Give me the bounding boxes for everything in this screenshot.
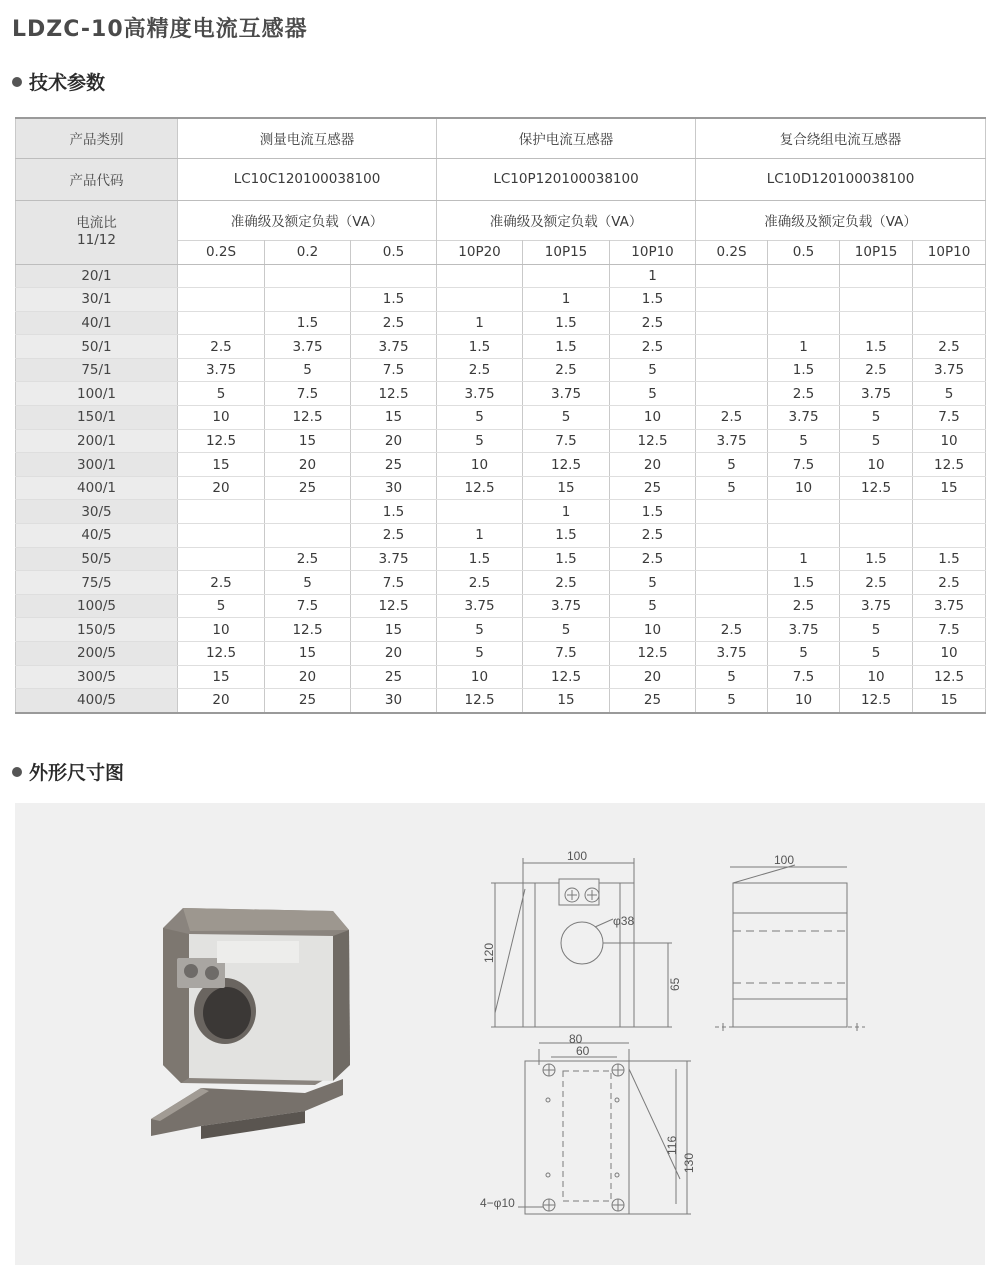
- load-value-cell: 7.5: [768, 665, 840, 689]
- load-value-cell: [178, 500, 265, 524]
- product-code: LC10D120100038100: [696, 158, 986, 200]
- load-value-cell: 5: [696, 476, 768, 500]
- load-value-cell: 10: [913, 642, 986, 666]
- load-value-cell: [696, 571, 768, 595]
- load-value-cell: 5: [696, 453, 768, 477]
- load-value-cell: 1.5: [610, 288, 696, 312]
- load-value-cell: 3.75: [523, 594, 610, 618]
- load-value-cell: 7.5: [523, 429, 610, 453]
- load-value-cell: 5: [437, 406, 523, 430]
- load-value-cell: [178, 264, 265, 288]
- load-value-cell: [178, 524, 265, 548]
- load-value-cell: 5: [840, 642, 913, 666]
- load-value-cell: 12.5: [265, 406, 351, 430]
- load-value-cell: 5: [437, 642, 523, 666]
- load-value-cell: [178, 288, 265, 312]
- load-value-cell: 2.5: [610, 311, 696, 335]
- load-value-cell: 20: [178, 476, 265, 500]
- ratio-header: [16, 200, 178, 264]
- row-header: 产品类别: [16, 118, 178, 158]
- table-row: [16, 524, 986, 548]
- load-value-cell: 12.5: [523, 453, 610, 477]
- load-value-cell: [696, 264, 768, 288]
- load-value-cell: 20: [265, 453, 351, 477]
- table-row: [16, 311, 986, 335]
- load-value-cell: 2.5: [913, 335, 986, 359]
- load-value-cell: 10: [437, 453, 523, 477]
- load-value-cell: 2.5: [437, 571, 523, 595]
- load-value-cell: [696, 500, 768, 524]
- load-value-cell: 5: [523, 618, 610, 642]
- dimension-label: 100: [567, 849, 588, 863]
- table-row: [16, 382, 986, 406]
- load-value-cell: 12.5: [351, 382, 437, 406]
- load-value-cell: 1.5: [437, 335, 523, 359]
- code-row: [16, 158, 986, 200]
- load-value-cell: 1.5: [351, 288, 437, 312]
- load-value-cell: 20: [351, 429, 437, 453]
- load-value-cell: 10: [610, 618, 696, 642]
- load-value-cell: 10: [437, 665, 523, 689]
- load-value-cell: 2.5: [351, 524, 437, 548]
- load-value-cell: 20: [610, 453, 696, 477]
- ratio-cell: 20/1: [16, 264, 178, 288]
- load-value-cell: 7.5: [523, 642, 610, 666]
- class-cell: 0.2S: [696, 240, 768, 264]
- load-label: 准确级及额定负载（VA）: [696, 200, 986, 240]
- dimension-label: 120: [482, 942, 496, 963]
- class-cell: 10P10: [610, 240, 696, 264]
- bullet-icon: [12, 77, 22, 87]
- ratio-cell: 30/5: [16, 500, 178, 524]
- load-value-cell: 2.5: [696, 406, 768, 430]
- ratio-cell: 30/1: [16, 288, 178, 312]
- load-value-cell: 2.5: [523, 571, 610, 595]
- load-value-cell: [437, 288, 523, 312]
- load-value-cell: 15: [178, 453, 265, 477]
- load-value-cell: [696, 524, 768, 548]
- load-value-cell: 5: [178, 594, 265, 618]
- table-row: [16, 547, 986, 571]
- ratio-cell: 50/1: [16, 335, 178, 359]
- load-value-cell: 20: [265, 665, 351, 689]
- load-value-cell: 3.75: [768, 618, 840, 642]
- load-value-cell: [913, 311, 986, 335]
- load-value-cell: 1: [523, 288, 610, 312]
- load-value-cell: 30: [351, 689, 437, 713]
- load-value-cell: 5: [768, 429, 840, 453]
- load-value-cell: 2.5: [265, 547, 351, 571]
- section-heading-dimensions: [12, 758, 124, 785]
- ratio-cell: 200/5: [16, 642, 178, 666]
- load-value-cell: 5: [610, 571, 696, 595]
- load-value-cell: [913, 264, 986, 288]
- load-value-cell: 10: [840, 665, 913, 689]
- ratio-cell: 50/5: [16, 547, 178, 571]
- class-cell: 10P20: [437, 240, 523, 264]
- load-value-cell: 5: [610, 594, 696, 618]
- load-value-cell: 7.5: [913, 618, 986, 642]
- load-value-cell: 20: [178, 689, 265, 713]
- load-value-cell: 15: [523, 476, 610, 500]
- load-value-cell: 2.5: [178, 335, 265, 359]
- load-value-cell: 2.5: [768, 594, 840, 618]
- load-value-cell: 15: [913, 476, 986, 500]
- load-value-cell: 12.5: [178, 429, 265, 453]
- ratio-cell: 150/1: [16, 406, 178, 430]
- load-value-cell: [913, 500, 986, 524]
- load-value-cell: [437, 264, 523, 288]
- load-row: [16, 200, 986, 240]
- load-value-cell: 3.75: [913, 594, 986, 618]
- table-row: [16, 689, 986, 713]
- load-value-cell: [696, 594, 768, 618]
- load-value-cell: 10: [913, 429, 986, 453]
- load-value-cell: 3.75: [768, 406, 840, 430]
- load-value-cell: [768, 288, 840, 312]
- load-value-cell: 12.5: [523, 665, 610, 689]
- ratio-cell: 400/5: [16, 689, 178, 713]
- load-value-cell: 12.5: [437, 476, 523, 500]
- table-row: [16, 429, 986, 453]
- load-value-cell: 7.5: [265, 594, 351, 618]
- load-value-cell: [768, 311, 840, 335]
- product-code: LC10P120100038100: [437, 158, 696, 200]
- table-row: [16, 571, 986, 595]
- load-value-cell: 1: [610, 264, 696, 288]
- load-value-cell: [768, 524, 840, 548]
- product-code: LC10C120100038100: [178, 158, 437, 200]
- table-row: [16, 358, 986, 382]
- load-value-cell: 1.5: [523, 524, 610, 548]
- load-value-cell: [696, 382, 768, 406]
- load-value-cell: [840, 264, 913, 288]
- load-value-cell: 1: [437, 311, 523, 335]
- load-value-cell: [840, 311, 913, 335]
- load-value-cell: 25: [610, 476, 696, 500]
- load-value-cell: [178, 547, 265, 571]
- load-value-cell: 1.5: [610, 500, 696, 524]
- class-cell: 0.5: [351, 240, 437, 264]
- dimension-label: 116: [665, 1135, 679, 1155]
- load-value-cell: 3.75: [840, 382, 913, 406]
- load-value-cell: [265, 500, 351, 524]
- ratio-header-line: 11/12: [77, 232, 116, 248]
- page-title: LDZC-10高精度电流互感器: [12, 17, 308, 42]
- load-value-cell: 1.5: [265, 311, 351, 335]
- load-value-cell: 12.5: [913, 665, 986, 689]
- table-row: [16, 264, 986, 288]
- load-value-cell: [351, 264, 437, 288]
- load-value-cell: [696, 288, 768, 312]
- section-title: 外形尺寸图: [29, 762, 125, 784]
- class-cell: 0.5: [768, 240, 840, 264]
- ratio-cell: 300/5: [16, 665, 178, 689]
- class-cell: 10P10: [913, 240, 986, 264]
- table-row: [16, 288, 986, 312]
- load-value-cell: 3.75: [696, 429, 768, 453]
- table-row: [16, 406, 986, 430]
- ratio-cell: 40/1: [16, 311, 178, 335]
- ratio-cell: 400/1: [16, 476, 178, 500]
- load-value-cell: 1: [523, 500, 610, 524]
- load-value-cell: 5: [840, 406, 913, 430]
- group-name: 测量电流互感器: [178, 118, 437, 158]
- dimension-label: 130: [682, 1152, 696, 1173]
- load-value-cell: 12.5: [610, 642, 696, 666]
- load-value-cell: 15: [265, 429, 351, 453]
- load-value-cell: 2.5: [913, 571, 986, 595]
- class-cell: 10P15: [523, 240, 610, 264]
- load-value-cell: 12.5: [265, 618, 351, 642]
- front-view-labels: [482, 849, 682, 991]
- load-value-cell: 25: [265, 476, 351, 500]
- load-value-cell: [696, 547, 768, 571]
- load-value-cell: 5: [696, 665, 768, 689]
- load-value-cell: 1.5: [840, 335, 913, 359]
- ratio-cell: 150/5: [16, 618, 178, 642]
- group-name: 保护电流互感器: [437, 118, 696, 158]
- spec-table: [15, 117, 986, 714]
- load-value-cell: 10: [178, 406, 265, 430]
- ratio-header-line: 电流比: [76, 215, 117, 231]
- load-value-cell: 7.5: [768, 453, 840, 477]
- load-value-cell: [913, 288, 986, 312]
- load-value-cell: 5: [768, 642, 840, 666]
- load-value-cell: 1.5: [768, 571, 840, 595]
- load-value-cell: [768, 264, 840, 288]
- ratio-cell: 200/1: [16, 429, 178, 453]
- section-heading-specs: [12, 68, 105, 95]
- load-value-cell: 5: [696, 689, 768, 713]
- load-value-cell: 1.5: [840, 547, 913, 571]
- load-value-cell: 20: [351, 642, 437, 666]
- dimension-label: 4−φ10: [480, 1196, 515, 1210]
- load-value-cell: [265, 524, 351, 548]
- load-value-cell: 1.5: [351, 500, 437, 524]
- ratio-cell: 100/5: [16, 594, 178, 618]
- load-value-cell: 3.75: [523, 382, 610, 406]
- load-value-cell: 5: [437, 618, 523, 642]
- table-row: [16, 618, 986, 642]
- dimension-label: 65: [668, 977, 682, 991]
- table-row: [16, 476, 986, 500]
- load-value-cell: 25: [610, 689, 696, 713]
- load-value-cell: 7.5: [351, 358, 437, 382]
- class-cell: 0.2S: [178, 240, 265, 264]
- load-value-cell: 15: [265, 642, 351, 666]
- load-value-cell: 2.5: [610, 547, 696, 571]
- load-value-cell: 2.5: [696, 618, 768, 642]
- load-value-cell: 12.5: [840, 476, 913, 500]
- dimension-drawing: [15, 803, 985, 1265]
- load-value-cell: 10: [178, 618, 265, 642]
- group-name: 复合绕组电流互感器: [696, 118, 986, 158]
- load-value-cell: 10: [610, 406, 696, 430]
- load-value-cell: 20: [610, 665, 696, 689]
- ratio-cell: 75/5: [16, 571, 178, 595]
- class-cell: 0.2: [265, 240, 351, 264]
- category-row: [16, 118, 986, 158]
- load-value-cell: 3.75: [913, 358, 986, 382]
- load-value-cell: 15: [351, 618, 437, 642]
- load-value-cell: 3.75: [351, 547, 437, 571]
- load-value-cell: 2.5: [840, 358, 913, 382]
- load-value-cell: 25: [351, 665, 437, 689]
- load-value-cell: [913, 524, 986, 548]
- load-value-cell: 5: [265, 358, 351, 382]
- load-value-cell: 25: [351, 453, 437, 477]
- load-value-cell: 3.75: [437, 594, 523, 618]
- load-value-cell: 1.5: [523, 311, 610, 335]
- load-value-cell: 12.5: [610, 429, 696, 453]
- section-title: 技术参数: [29, 72, 106, 94]
- load-value-cell: 12.5: [437, 689, 523, 713]
- product-photo: [151, 908, 350, 1139]
- load-value-cell: 5: [840, 429, 913, 453]
- side-view-labels: [774, 853, 794, 867]
- load-value-cell: 2.5: [840, 571, 913, 595]
- load-value-cell: [437, 500, 523, 524]
- load-value-cell: 1: [437, 524, 523, 548]
- load-value-cell: 30: [351, 476, 437, 500]
- load-value-cell: [840, 500, 913, 524]
- ratio-cell: 100/1: [16, 382, 178, 406]
- table-row: [16, 594, 986, 618]
- load-value-cell: 12.5: [178, 642, 265, 666]
- load-value-cell: 5: [437, 429, 523, 453]
- load-value-cell: 10: [768, 689, 840, 713]
- load-value-cell: 3.75: [178, 358, 265, 382]
- base-view-labels: [480, 1032, 696, 1210]
- load-value-cell: [696, 358, 768, 382]
- load-value-cell: 10: [768, 476, 840, 500]
- base-view: [518, 1043, 691, 1214]
- load-value-cell: [768, 500, 840, 524]
- load-value-cell: 12.5: [913, 453, 986, 477]
- dimension-label: φ38: [613, 914, 635, 928]
- load-value-cell: 15: [178, 665, 265, 689]
- load-value-cell: 7.5: [913, 406, 986, 430]
- table-row: [16, 453, 986, 477]
- dimension-drawing-panel: [15, 803, 985, 1265]
- load-value-cell: 7.5: [351, 571, 437, 595]
- front-view: [491, 858, 672, 1027]
- load-value-cell: 1: [768, 335, 840, 359]
- load-value-cell: 5: [610, 382, 696, 406]
- load-value-cell: 2.5: [437, 358, 523, 382]
- load-value-cell: 5: [178, 382, 265, 406]
- load-value-cell: 5: [913, 382, 986, 406]
- load-value-cell: 15: [523, 689, 610, 713]
- load-value-cell: 12.5: [840, 689, 913, 713]
- load-value-cell: [265, 288, 351, 312]
- load-value-cell: [178, 311, 265, 335]
- load-value-cell: 15: [913, 689, 986, 713]
- load-value-cell: 1.5: [523, 335, 610, 359]
- side-view: [715, 865, 865, 1031]
- load-value-cell: 1.5: [768, 358, 840, 382]
- table-row: [16, 335, 986, 359]
- load-value-cell: 2.5: [610, 524, 696, 548]
- class-cell: 10P15: [840, 240, 913, 264]
- load-value-cell: [523, 264, 610, 288]
- ratio-cell: 300/1: [16, 453, 178, 477]
- ratio-cell: 75/1: [16, 358, 178, 382]
- load-value-cell: 2.5: [178, 571, 265, 595]
- load-value-cell: 1.5: [913, 547, 986, 571]
- load-value-cell: 1.5: [523, 547, 610, 571]
- row-header: 产品代码: [16, 158, 178, 200]
- load-value-cell: 10: [840, 453, 913, 477]
- load-value-cell: 2.5: [610, 335, 696, 359]
- dimension-label: 60: [576, 1044, 590, 1058]
- load-value-cell: 5: [523, 406, 610, 430]
- load-value-cell: 15: [351, 406, 437, 430]
- load-value-cell: 2.5: [523, 358, 610, 382]
- load-label: 准确级及额定负载（VA）: [437, 200, 696, 240]
- load-value-cell: 5: [840, 618, 913, 642]
- load-value-cell: [265, 264, 351, 288]
- load-value-cell: [840, 288, 913, 312]
- load-value-cell: 2.5: [768, 382, 840, 406]
- load-value-cell: 7.5: [265, 382, 351, 406]
- load-value-cell: 1.5: [437, 547, 523, 571]
- load-value-cell: 3.75: [696, 642, 768, 666]
- bullet-icon: [12, 767, 22, 777]
- load-value-cell: [840, 524, 913, 548]
- load-value-cell: [696, 311, 768, 335]
- load-value-cell: 25: [265, 689, 351, 713]
- load-value-cell: [696, 335, 768, 359]
- table-row: [16, 665, 986, 689]
- ratio-cell: 40/5: [16, 524, 178, 548]
- load-value-cell: 3.75: [351, 335, 437, 359]
- load-value-cell: 5: [265, 571, 351, 595]
- load-value-cell: 1: [768, 547, 840, 571]
- load-value-cell: 3.75: [437, 382, 523, 406]
- load-value-cell: 3.75: [265, 335, 351, 359]
- load-value-cell: 2.5: [351, 311, 437, 335]
- dimension-label: 80: [569, 1032, 583, 1046]
- table-row: [16, 500, 986, 524]
- load-value-cell: 3.75: [840, 594, 913, 618]
- load-label: 准确级及额定负载（VA）: [178, 200, 437, 240]
- load-value-cell: 5: [610, 358, 696, 382]
- table-row: [16, 642, 986, 666]
- load-value-cell: 12.5: [351, 594, 437, 618]
- dimension-label: 100: [774, 853, 795, 867]
